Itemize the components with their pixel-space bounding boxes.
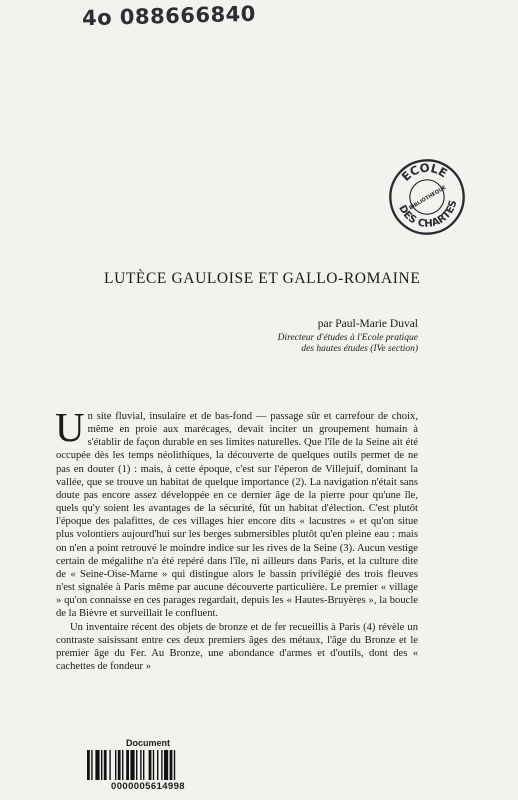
handwritten-shelfmark: 4o 088666840 [81,1,257,31]
barcode-label-title: Document [125,738,170,748]
paragraph-1 [55,404,418,621]
barcode [83,750,213,780]
paragraph-1-text: n site fluvial, insulaire et de bas-fond — passage sûr et carrefour de choix, même en proie aux marécages, devait inciter un groupement humain à s'établir de façon durable en ses limites naturelles. Que l'île de la Seine ait été occupée dès les temps néolithiques, la découverte de quelques outils permet de ne pas en douter (1) : mais, à cette époque, c'est sur l'éperon de Villejuif, dominant la vallée, que se trouve un habitat de quelque importance (2). La navigation n'était sans doute pas encore assez développée en ce dernier âge de la pierre pour qu'une île, quels qu'y soient les avantages de la sécurité, fût un habitat d'élection. C'est plutôt l'époque des palafittes, de ces villages hier encore dits « lacustres » et qu'on situe plus volontiers aujourd'hui sur les berges submersibles plutôt qu'en pleine eau : mais on n'en a point retrouvé le moindre indice sur les rives de la Seine (3). Aucun vestige certain de mégalithe n'a été repéré dans l'île, ni ailleurs dans Paris, et la culture dite de « Seine-Oise-Marne » qui distingue alors le bassin privilégié des trois fleuves n'est signalée à Paris même par aucune découverte particulière. Le premier « village » qu'on connaisse en ces parages regardait, depuis les « Hautes-Bruyères », la boucle de la Bièvre et surveillait le confluent. [56,411,418,620]
article-body [55,404,418,673]
author-name: par Paul-Marie Duval [317,318,418,330]
drop-cap: U [55,404,85,450]
article-title: LUTÈCE GAULOISE ET GALLO-ROMAINE [104,270,421,287]
author-affiliation-line2: des hautes études (IVe section) [301,344,418,354]
byline [278,318,418,355]
paragraph-2: Un inventaire récent des objets de bronze et de fer recueillis à Paris (4) révèle un contraste saisissant entre ces deux premiers âges des métaux, l'âge du Bronze et le premier âge du Fer. Au Bronze, une abondance d'armes et d'outils, dont des « cachettes de fondeur » [56,621,418,672]
stamp-bottom-text: DES CHARTES [396,199,460,230]
library-stamp [384,154,470,240]
author-affiliation-line1: Directeur d'études à l'Ecole pratique [277,333,418,343]
barcode-number: 0000005614998 [111,781,185,792]
barcode-label [83,738,213,792]
stamp-top-text: ECOLE [398,160,450,184]
stamp-middle-text: BIBLIOTHEQUE [408,184,448,212]
